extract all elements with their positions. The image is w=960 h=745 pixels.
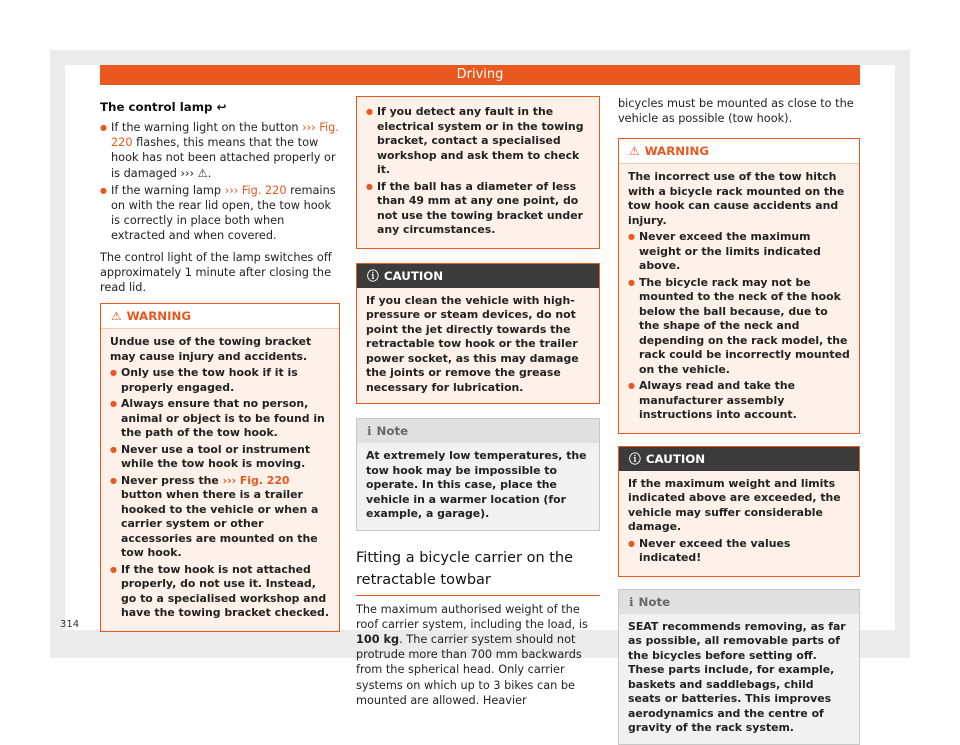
note-header: ℹ Note	[619, 590, 859, 614]
section-header: Driving	[100, 65, 860, 85]
figure-link[interactable]: ››› Fig. 220	[111, 121, 339, 150]
warning-box	[100, 303, 340, 632]
control-lamp-heading: The control lamp ↩	[100, 100, 227, 114]
list-item: ● Never exceed the maximum weight or the limits indicated above.	[628, 230, 850, 274]
warning-box	[618, 138, 860, 434]
figure-link[interactable]: ››› Fig. 220	[222, 473, 290, 487]
caution-text: If you clean the vehicle with high-pressure or steam devices, do not point the jet directly towards the retractable tow hook or the trailer power socket, as this may damage the joints or remove the grease necessary for lubrication.	[366, 293, 579, 394]
column-1	[100, 96, 340, 632]
note-text: At extremely low temperatures, the tow hook may be impossible to operate. In this case, place the vehicle in a warmer location (for example, a garage).	[366, 449, 587, 520]
warning-header: ⚠ WARNING	[101, 304, 339, 329]
list-item: ● Only use the tow hook if it is properly engaged.	[110, 366, 330, 395]
list-item: ● Always ensure that no person, animal or object is to be found in the path of the tow hook.	[110, 397, 330, 441]
figure-link[interactable]: ››› Fig. 220	[224, 183, 287, 197]
note-icon: ℹ	[629, 594, 634, 609]
list-item: ● If the warning lamp ››› Fig. 220 remains on with the rear lid open, the tow hook is correctly in place both when extracted and when covered.	[100, 183, 340, 244]
paragraph: The control light of the lamp switches off approximately 1 minute after closing the read lid.	[100, 250, 332, 295]
caution-text: If the maximum weight and limits indicated above are exceeded, the vehicle may suffer considerable damage.	[628, 476, 841, 534]
caution-header: ⓘ CAUTION	[619, 447, 859, 471]
info-circle-icon: ⓘ	[367, 268, 379, 283]
column-2	[356, 96, 600, 708]
list-item: ● Always read and take the manufacturer assembly instructions into account.	[628, 379, 850, 423]
list-item: ● Never exceed the values indicated!	[628, 537, 850, 566]
warning-intro: Undue use of the towing bracket may cause injury and accidents.	[110, 335, 312, 363]
list-item: ● If you detect any fault in the electrical system or in the towing bracket, contact a specialised workshop and ask them to check it.	[366, 105, 590, 178]
warning-box-continued	[356, 96, 600, 249]
column-3	[618, 96, 860, 745]
note-header: ℹ Note	[357, 419, 599, 443]
tow-hook-icon: ↩	[216, 100, 227, 114]
paragraph: The maximum authorised weight of the roof carrier system, including the load, is 100 kg. The carrier system should not protrude more than 700 mm backwards from the spherical head. Only carrier systems on which up to 3 bikes can be mounted are allowed. Heavier	[356, 602, 588, 707]
warning-intro: The incorrect use of the tow hitch with a bicycle rack mounted on the tow hook can cause accidents and injury.	[628, 170, 845, 227]
info-circle-icon: ⓘ	[629, 451, 641, 466]
list-item: ● The bicycle rack may not be mounted to the neck of the hook below the ball because, due to the shape of the neck and depending on the rack model, the rack could be incorrectly mounted on the vehicle.	[628, 276, 850, 378]
note-box	[618, 589, 860, 745]
list-item: ● If the ball has a diameter of less than 49 mm at any one point, do not use the towing bracket under any circumstances.	[366, 180, 590, 238]
warning-header: ⚠ WARNING	[619, 139, 859, 164]
paragraph: bicycles must be mounted as close to the vehicle as possible (tow hook).	[618, 97, 854, 126]
caution-box	[618, 446, 860, 577]
section-title: Fitting a bicycle carrier on the retractable towbar	[356, 547, 600, 596]
list-item: ● If the tow hook is not attached properly, do not use it. Instead, go to a specialised workshop and have the towing bracket checked.	[110, 563, 330, 621]
caution-box	[356, 263, 600, 405]
note-icon: ℹ	[367, 424, 372, 438]
list-item: ● Never press the ››› Fig. 220 button when there is a trailer hooked to the vehicle or when a carrier system or other accessories are mounted on the tow hook.	[110, 474, 330, 561]
list-item: ● Never use a tool or instrument while the tow hook is moving.	[110, 443, 330, 472]
note-box	[356, 418, 600, 531]
page-number: 314	[60, 619, 80, 630]
note-text: SEAT recommends removing, as far as possible, all removable parts of the bicycles before setting off. These parts include, for example, baskets and saddlebags, child seats or batteries. This improves aerodynamics and the centre of gravity of the rack system.	[628, 619, 846, 735]
warning-icon: ⚠	[629, 144, 640, 159]
caution-header: ⓘ CAUTION	[357, 264, 599, 288]
list-item: ● If the warning light on the button ››› Fig. 220 flashes, this means that the tow hook has not been attached properly or is damaged ››› ⚠.	[100, 120, 340, 181]
warning-icon: ⚠	[111, 309, 122, 324]
